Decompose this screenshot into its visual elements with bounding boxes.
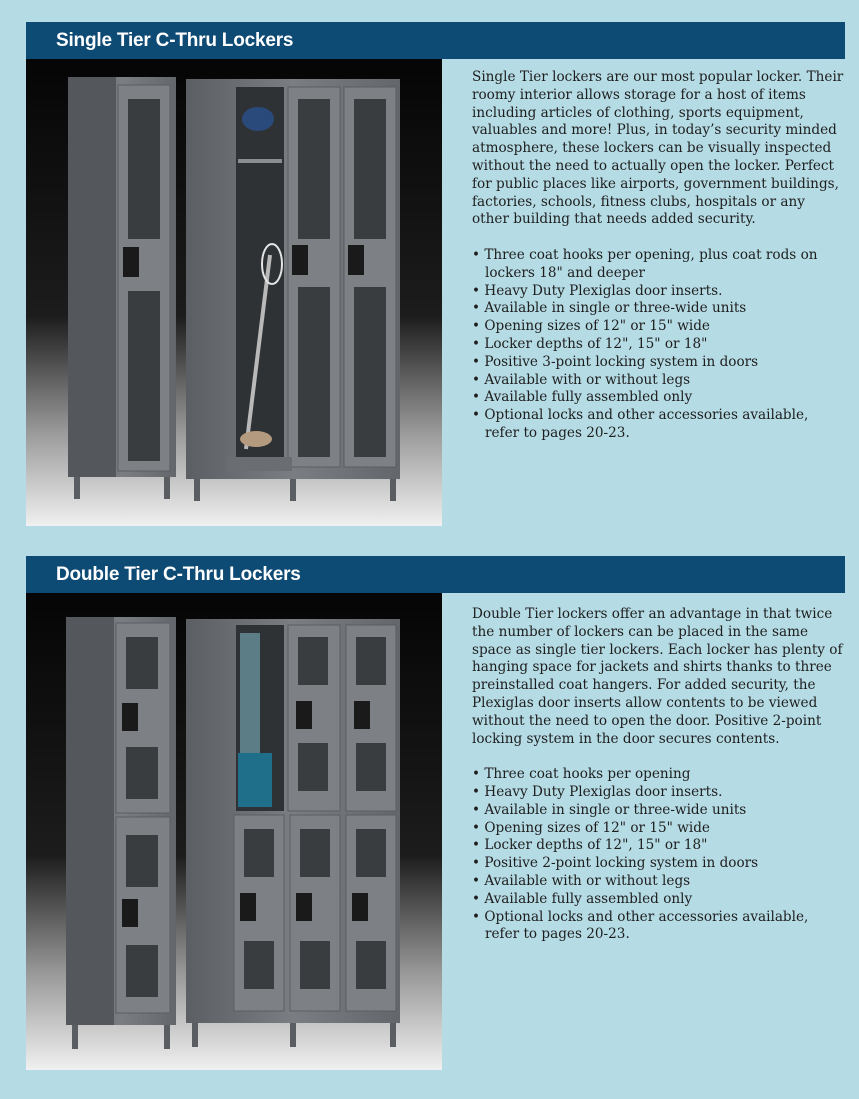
- feature-item: • Locker depths of 12", 15" or 18": [472, 837, 844, 855]
- section-description: Single Tier lockers are our most popular locker. Their roomy interior allows storage for a host of items including articles of clothing, sports equipment, valuables and more! Plus, in today’s security minded atmosphere, these lockers can be visually inspected without the need to actually open the locker. Perfect for public places like airports, government buildings, factories, schools, fitness clubs, hospitals or any other building that needs added security.: [472, 69, 844, 228]
- feature-list: [472, 247, 844, 443]
- feature-item: • Positive 3-point locking system in doors: [472, 354, 844, 372]
- section-title: Double Tier C-Thru Lockers: [56, 564, 301, 585]
- feature-item: • Available with or without legs: [472, 372, 844, 390]
- feature-item: • Three coat hooks per opening, plus coat rods on lockers 18" and deeper: [472, 247, 844, 283]
- feature-item: • Three coat hooks per opening: [472, 766, 844, 784]
- single-tier-lockers-image: [26, 59, 442, 526]
- single-tier-banner: [26, 22, 845, 59]
- double-tier-lockers-photo: [26, 593, 442, 1070]
- double-tier-banner: [26, 556, 845, 593]
- double-tier-section: [26, 556, 845, 943]
- section-description: Double Tier lockers offer an advantage in that twice the number of lockers can be placed in the same space as single tier lockers. Each locker has plenty of hanging space for jackets and shirts thanks to three preinstalled coat hangers. For added security, the Plexiglas door inserts allow contents to be viewed without the need to open the door. Positive 2-point locking system in the door secures contents.: [472, 606, 843, 747]
- feature-item: • Available in single or three-wide units: [472, 300, 844, 318]
- feature-item: • Opening sizes of 12" or 15" wide: [472, 820, 844, 838]
- feature-item: • Heavy Duty Plexiglas door inserts.: [472, 784, 844, 802]
- feature-item: • Positive 2-point locking system in doors: [472, 855, 844, 873]
- feature-item: • Optional locks and other accessories available, refer to pages 20-23.: [472, 909, 844, 945]
- double-tier-text: [472, 606, 844, 944]
- single-tier-text: [472, 69, 844, 443]
- feature-list: [472, 766, 844, 944]
- feature-item: • Opening sizes of 12" or 15" wide: [472, 318, 844, 336]
- feature-item: • Locker depths of 12", 15" or 18": [472, 336, 844, 354]
- single-tier-section: [26, 22, 845, 441]
- section-title: Single Tier C-Thru Lockers: [56, 30, 294, 51]
- feature-item: • Available fully assembled only: [472, 891, 844, 909]
- double-tier-lockers-image: [26, 593, 442, 1070]
- single-tier-lockers-photo: [26, 59, 442, 526]
- feature-item: • Available fully assembled only: [472, 389, 844, 407]
- feature-item: • Heavy Duty Plexiglas door inserts.: [472, 283, 844, 301]
- feature-item: • Optional locks and other accessories available, refer to pages 20-23.: [472, 407, 844, 443]
- feature-item: • Available in single or three-wide units: [472, 802, 844, 820]
- feature-item: • Available with or without legs: [472, 873, 844, 891]
